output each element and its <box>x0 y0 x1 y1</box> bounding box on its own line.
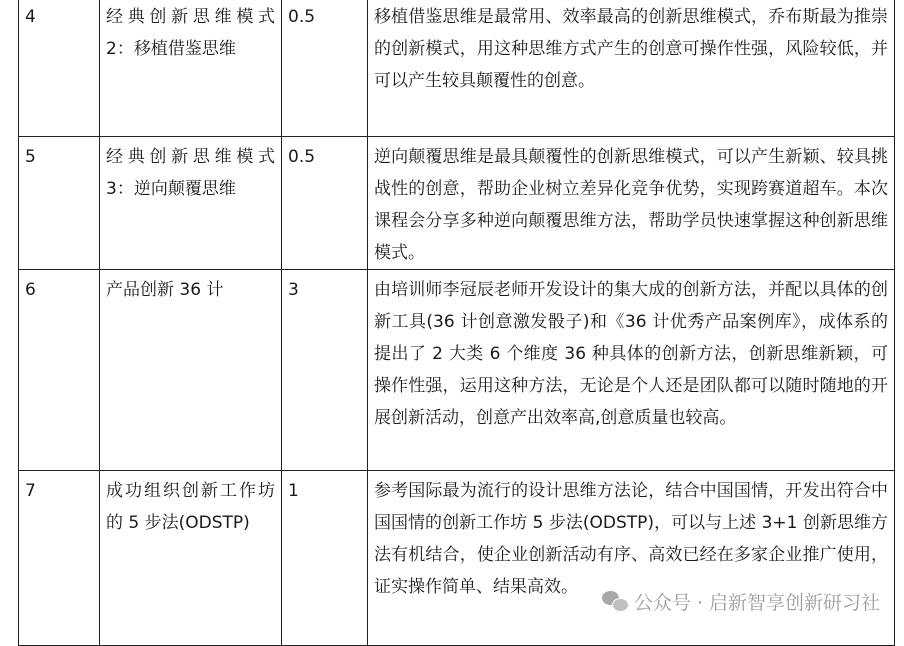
module-description: 逆向颠覆思维是最具颠覆性的创新思维模式，可以产生新颖、较具挑战性的创意，帮助企业树立差异化竞争优势，实现跨赛道超车。本次课程会分享多种逆向颠覆思维方法，帮助学员快速掌握这种创新思维模式。 <box>368 137 895 270</box>
row-number: 4 <box>19 0 100 137</box>
module-hours: 0.5 <box>282 137 368 270</box>
module-description: 由培训师李冠辰老师开发设计的集大成的创新方法，并配以具体的创新工具(36 计创意激发骰子)和《36 计优秀产品案例库》，成体系的提出了 2 大类 6 个维度 36 种具体的创新方法，创新思维新颖，可操作性强，运用这种方法，无论是个人还是团队都可以随时随地的开展创新活动，创意产出效率高,创意质量也较高。 <box>368 270 895 471</box>
module-hours: 3 <box>282 270 368 471</box>
module-name: 产品创新 36 计 <box>100 270 282 471</box>
module-name: 经典创新思维模式 2：移植借鉴思维 <box>100 0 282 137</box>
module-name: 经典创新思维模式 3：逆向颠覆思维 <box>100 137 282 270</box>
module-description: 移植借鉴思维是最常用、效率最高的创新思维模式，乔布斯最为推崇的创新模式，用这种思维方式产生的创意可操作性强，风险较低，并可以产生较具颠覆性的创意。 <box>368 0 895 137</box>
course-table <box>18 0 895 646</box>
row-number: 6 <box>19 270 100 471</box>
watermark <box>602 588 880 615</box>
table-row <box>19 0 895 137</box>
table-row <box>19 270 895 471</box>
row-number: 7 <box>19 471 100 646</box>
module-hours: 0.5 <box>282 0 368 137</box>
wechat-icon <box>602 591 628 613</box>
table-row <box>19 471 895 646</box>
module-description: 参考国际最为流行的设计思维方法论，结合中国国情，开发出符合中国国情的创新工作坊 5 步法(ODSTP)，可以与上述 3+1 创新思维方法有机结合，使企业创新活动有序、高效已经在多家企业推广使用，证实操作简单、结果高效。 <box>368 471 895 646</box>
row-number: 5 <box>19 137 100 270</box>
watermark-text: 公众号 · 启新智享创新研习社 <box>633 592 880 614</box>
module-name: 成功组织创新工作坊的 5 步法(ODSTP) <box>100 471 282 646</box>
module-hours: 1 <box>282 471 368 646</box>
table-row <box>19 137 895 270</box>
